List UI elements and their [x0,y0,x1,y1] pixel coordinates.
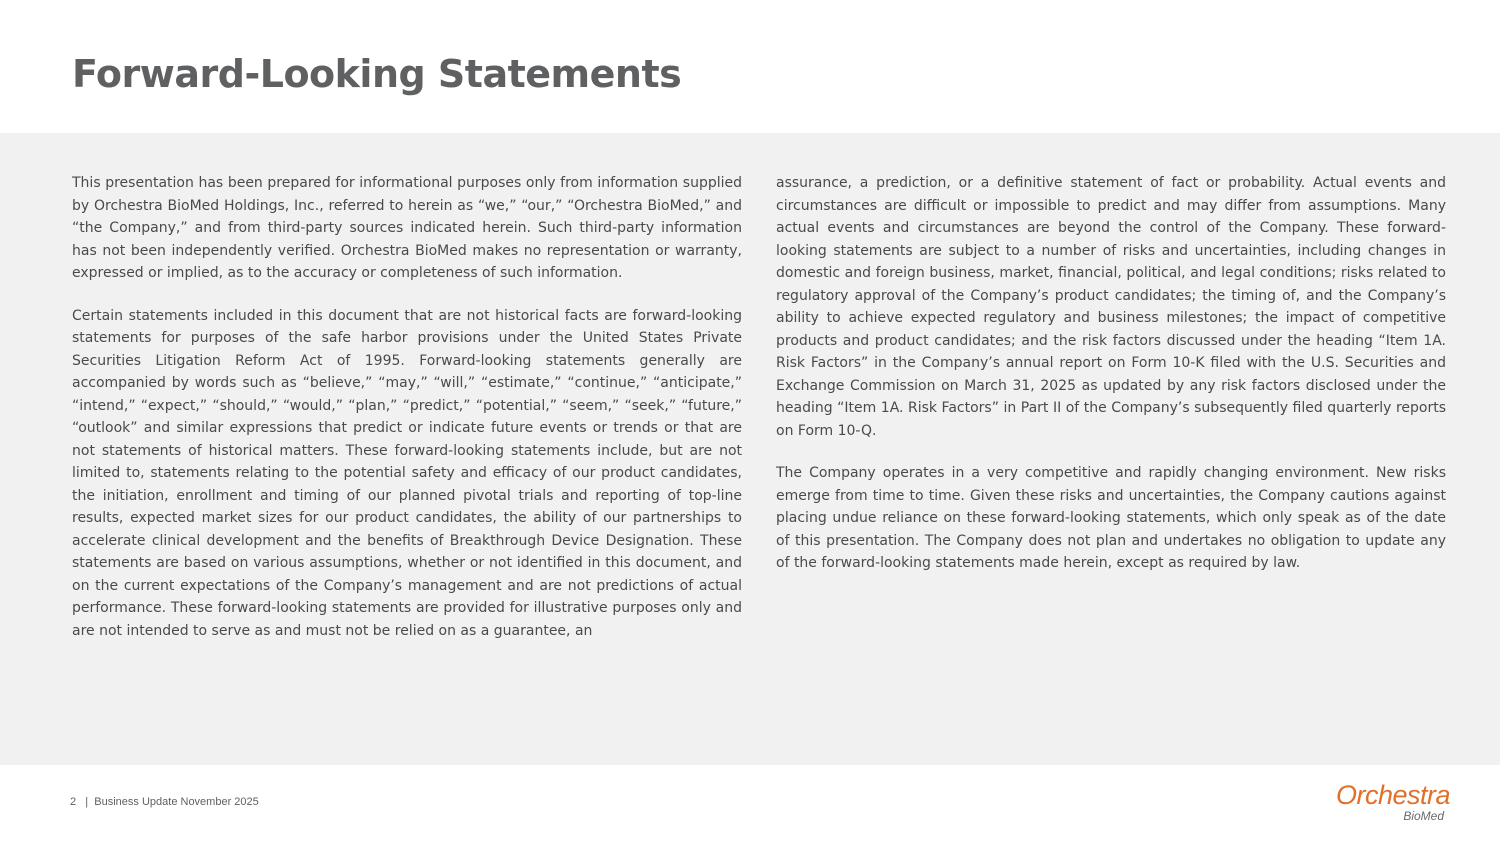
footer-text: Business Update November 2025 [94,796,259,808]
footer-separator: | [85,796,89,808]
logo-wordmark: Orchestra [1335,780,1450,810]
competitive-environment-paragraph: The Company operates in a very competitive and rapidly changing environment. New risks emerge from time to time. Given these risks and uncertainties, the Company cautions against placing undue reliance on these forward-looking statements, which only speak as of the date of this presentation. The Company does not plan and undertakes no obligation to update any of the forward-looking statements made herein, except as required by law. [776,465,1446,571]
disclaimer-paragraph: This presentation has been prepared for informational purposes only from information supplied by Orchestra BioMed Holdings, Inc., referred to herein as “we,” “our,” “Orchestra BioMed,” and “the Company,” and from third-party sources indicated herein. Such third-party information has not been independently verified. Orchestra BioMed makes no representation or warranty, expressed or implied, as to the accuracy or completeness of such information. [72,175,742,281]
forward-looking-paragraph: Certain statements included in this document that are not historical facts are forward-looking statements for purposes of the safe harbor provisions under the United States Private Securities Litigation Reform Act of 1995. Forward-looking statements generally are accompanied by words such as “believe,” “may,” “will,” “estimate,” “continue,” “anticipate,” “intend,” “expect,” “should,” “would,” “plan,” “predict,” “potential,” “seem,” “seek,” “future,” “outlook” and similar expressions that predict or indicate future events or trends or that are not statements of historical matters. These forward-looking statements include, but are not limited to, statements relating to the potential safety and efficacy of our product candidates, the initiation, enrollment and timing of our planned pivotal trials and reporting of top-line results, expected market sizes for our product candidates, the ability of our partnerships to accelerate clinical development and the benefits of Breakthrough Device Designation. These statements are based on various assumptions, whether or not identified in this document, and on the current expectations of the Company’s management and are not predictions of actual performance. These forward-looking statements are provided for illustrative purposes only and are not intended to serve as and must not be relied on as a guarantee, an [72,307,742,639]
left-text-column [72,172,742,662]
slide-title: Forward-Looking Statements [72,52,682,96]
footer [70,796,259,808]
risk-factors-paragraph: assurance, a prediction, or a definitive statement of fact or probability. Actual events and circumstances are difficult or impossible to predict and may differ from assumptions. Many actual events and circumstances are beyond the control of the Company. These forward-looking statements are subject to a number of risks and uncertainties, including changes in domestic and foreign business, market, financial, political, and legal conditions; risks related to regulatory approval of the Company’s product candidates; the timing of, and the Company’s ability to achieve expected regulatory and business milestones; the impact of competitive products and product candidates; and the risk factors discussed under the heading “Item 1A. Risk Factors” in the Company’s annual report on Form 10-K filed with the U.S. Securities and Exchange Commission on March 31, 2025 as updated by any risk factors disclosed under the heading “Item 1A. Risk Factors” in Part II of the Company’s subsequently filed quarterly reports on Form 10-Q. [776,175,1446,439]
page-number: 2 [70,796,77,808]
right-text-column [776,172,1446,595]
orchestra-biomed-logo [1310,780,1450,828]
logo-subtitle: BioMed [1403,809,1444,823]
